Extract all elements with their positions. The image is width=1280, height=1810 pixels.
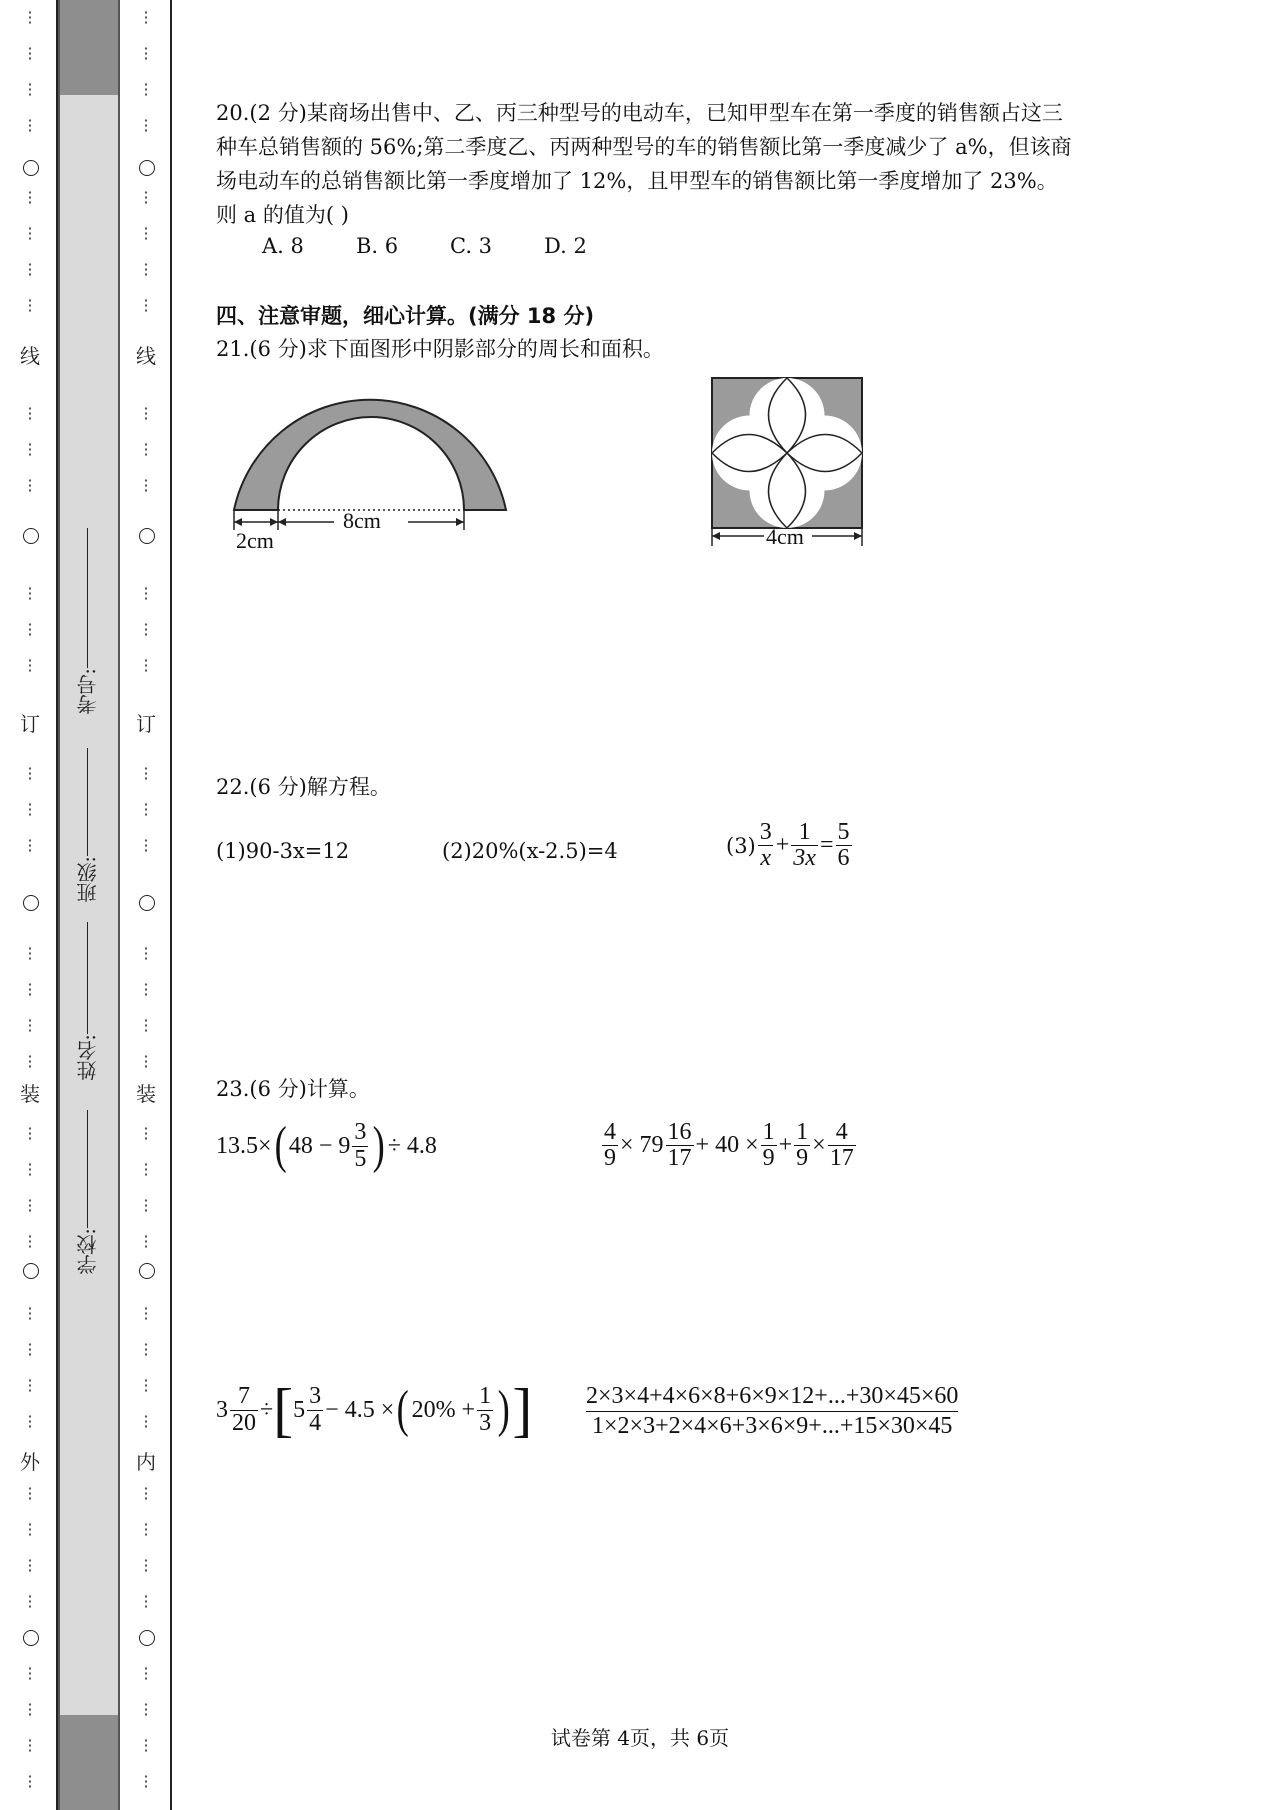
margin-dot-inner: ⋮	[138, 260, 154, 278]
margin-dot-inner: ⋮	[138, 800, 154, 818]
margin-dot-outer: ⋮	[22, 1052, 38, 1070]
expr2-f4-num: 1	[796, 1119, 809, 1145]
field-exam-number-line[interactable]	[87, 528, 88, 668]
margin-dot-outer: ⋮	[22, 404, 38, 422]
margin-circle	[23, 1630, 39, 1646]
margin-dot-outer: ⋮	[22, 1124, 38, 1142]
margin-dot-outer: ⋮	[22, 584, 38, 602]
equation-3: (3) $\frac{3}{x}$ + $\frac{1}{3x}$ = $\frac{5}{6}$	[726, 819, 850, 872]
field-exam-number-label: 考号:	[75, 668, 100, 715]
margin-dot-outer: ⋮	[22, 1592, 38, 1610]
margin-dot-inner: ⋮	[138, 476, 154, 494]
margin-dot-inner: ⋮	[138, 584, 154, 602]
margin-dot-outer: ⋮	[22, 1772, 38, 1790]
margin-char-bind-inner: 装	[136, 1082, 156, 1106]
margin-dot-outer: ⋮	[22, 620, 38, 638]
expr2-f3-num: 1	[762, 1119, 775, 1145]
expr2-f4-den: 9	[796, 1145, 809, 1172]
margin-dot-outer: ⋮	[22, 1340, 38, 1358]
expr2-mid4: ×	[812, 1132, 826, 1159]
expression-1: 13.5× ( 48 − 9 $\frac{3}{5}$ ) ÷ 4.8	[216, 1117, 437, 1174]
margin-gray-strip	[58, 95, 120, 1715]
margin-dot-outer: ⋮	[22, 296, 38, 314]
expr2-mid2: + 40 ×	[695, 1132, 759, 1159]
expr2-f2-num: 16	[667, 1119, 692, 1145]
margin-char-inner: 内	[136, 1450, 156, 1474]
expr3-whole2: 5	[293, 1396, 306, 1423]
half-ring-width-label: 2cm	[236, 528, 274, 553]
margin-char-outer: 外	[20, 1450, 40, 1474]
field-school-line[interactable]	[87, 1110, 88, 1228]
field-class	[72, 748, 102, 903]
margin-dot-inner: ⋮	[138, 80, 154, 98]
expr3-pct: 20% +	[411, 1396, 476, 1423]
margin-dot-outer: ⋮	[22, 188, 38, 206]
expr4-denominator: 1×2×3+2×4×6+3×6×9+...+15×30×45	[586, 1411, 958, 1439]
question-20-text: 20.(2 分)某商场出售中、乙、丙三种型号的电动车，已知甲型车在第一季度的销售额占这三种车总销售额的 56%;第二季度乙、丙两种型号的车的销售额比第一季度减少了 a%，但该商场电动车的总销售额比第一季度增加了 12%，且甲型车的销售额比第一季度增加了 23%。则 a 的值为( )	[216, 101, 1072, 227]
margin-dot-inner: ⋮	[138, 1700, 154, 1718]
field-name-label: 姓名:	[75, 1034, 100, 1081]
margin-dot-outer: ⋮	[22, 1232, 38, 1250]
expr2-f2-den: 17	[667, 1145, 692, 1172]
margin-dot-outer: ⋮	[22, 1520, 38, 1538]
margin-dot-outer: ⋮	[22, 1016, 38, 1034]
field-name-line[interactable]	[87, 922, 88, 1034]
field-class-label: 班级:	[75, 856, 100, 903]
option-d[interactable]: D. 2	[544, 234, 587, 258]
question-21-text: 21.(6 分)求下面图形中阴影部分的周长和面积。	[216, 337, 664, 361]
expr2-f1-num: 4	[604, 1119, 616, 1145]
margin-circle	[23, 528, 39, 544]
margin-dot-outer: ⋮	[22, 944, 38, 962]
margin-dot-outer: ⋮	[22, 8, 38, 26]
expr2-f1-den: 9	[604, 1145, 616, 1172]
page-footer: 试卷第 4页，共 6页	[550, 1726, 730, 1750]
margin-dot-inner: ⋮	[138, 44, 154, 62]
field-school-label: 学校:	[75, 1228, 100, 1275]
margin-dot-inner: ⋮	[138, 1016, 154, 1034]
margin-circle	[139, 1630, 155, 1646]
margin-dot-outer: ⋮	[22, 1556, 38, 1574]
margin-dot-inner: ⋮	[138, 296, 154, 314]
question-22-text: 22.(6 分)解方程。	[216, 775, 391, 799]
margin-dot-outer: ⋮	[22, 836, 38, 854]
margin-dot-inner: ⋮	[138, 224, 154, 242]
option-a[interactable]: A. 8	[262, 234, 304, 258]
expr1-lead: 13.5×	[216, 1132, 272, 1159]
margin-dot-inner: ⋮	[138, 404, 154, 422]
margin-dot-inner: ⋮	[138, 764, 154, 782]
margin-dot-inner: ⋮	[138, 1592, 154, 1610]
margin-dot-outer: ⋮	[22, 1376, 38, 1394]
expression-2	[600, 1120, 858, 1171]
margin-dot-inner: ⋮	[138, 836, 154, 854]
eq3-frac-b-den: 3x	[793, 845, 816, 872]
option-c[interactable]: C. 3	[450, 234, 493, 258]
expr1-frac-num: 3	[354, 1119, 367, 1146]
margin-dot-inner: ⋮	[138, 1304, 154, 1322]
expr2-mid1: × 79	[620, 1132, 664, 1159]
margin-dot-inner: ⋮	[138, 1124, 154, 1142]
margin-circle	[139, 895, 155, 911]
expr4-numerator: 2×3×4+4×6×8+6×9×12+...+30×45×60	[586, 1383, 959, 1409]
margin-dot-inner: ⋮	[138, 980, 154, 998]
margin-dot-inner: ⋮	[138, 1340, 154, 1358]
margin-dot-outer: ⋮	[22, 1664, 38, 1682]
eq3-frac-a-num: 3	[759, 819, 772, 845]
margin-char-line: 线	[20, 344, 40, 368]
margin-dot-inner: ⋮	[138, 656, 154, 674]
margin-circle	[23, 1263, 39, 1279]
margin-dot-outer: ⋮	[22, 1736, 38, 1754]
margin-dot-inner: ⋮	[138, 1520, 154, 1538]
margin-dot-outer: ⋮	[22, 44, 38, 62]
expr3-f3-den: 3	[479, 1409, 492, 1436]
expr3-div: ÷	[260, 1396, 274, 1423]
eq3-frac-a-den: x	[760, 845, 772, 872]
expr3-f1-den: 20	[232, 1409, 256, 1436]
margin-dot-outer: ⋮	[22, 764, 38, 782]
margin-dot-inner: ⋮	[138, 620, 154, 638]
margin-dot-inner: ⋮	[138, 1052, 154, 1070]
margin-circle	[139, 160, 155, 176]
margin-dot-inner: ⋮	[138, 1556, 154, 1574]
section-4-title: 四、注意审题，细心计算。(满分 18 分)	[216, 304, 595, 328]
equation-1: (1)90-3x=12	[216, 839, 350, 863]
margin-dot-outer: ⋮	[22, 116, 38, 134]
expr1-tail: ÷ 4.8	[387, 1132, 437, 1159]
expr2-f5-den: 17	[829, 1145, 854, 1172]
margin-dot-inner: ⋮	[138, 1664, 154, 1682]
eq3-frac-b-num: 1	[798, 819, 811, 845]
half-ring-inner-label: 8cm	[343, 508, 381, 533]
margin-dot-outer: ⋮	[22, 80, 38, 98]
margin-dot-inner: ⋮	[138, 188, 154, 206]
eq3-frac-c-den: 6	[837, 845, 850, 872]
margin-dot-outer: ⋮	[22, 1412, 38, 1430]
field-class-line[interactable]	[87, 748, 88, 856]
margin-dot-outer: ⋮	[22, 1160, 38, 1178]
margin-dot-outer: ⋮	[22, 1304, 38, 1322]
expression-4	[578, 1384, 966, 1439]
expr3-whole: 3	[216, 1396, 228, 1423]
question-23-text: 23.(6 分)计算。	[216, 1077, 370, 1101]
margin-dot-outer: ⋮	[22, 440, 38, 458]
equation-2: (2)20%(x-2.5)=4	[442, 839, 618, 863]
margin-line-right	[170, 0, 172, 1810]
expr3-f3-num: 1	[479, 1383, 492, 1410]
expr3-f2-num: 3	[309, 1383, 322, 1410]
margin-dot-inner: ⋮	[138, 1196, 154, 1214]
margin-dot-outer: ⋮	[22, 800, 38, 818]
margin-dot-outer: ⋮	[22, 260, 38, 278]
margin-dot-outer: ⋮	[22, 1484, 38, 1502]
expr1-frac-den: 5	[354, 1145, 367, 1172]
margin-dot-inner: ⋮	[138, 944, 154, 962]
margin-dot-inner: ⋮	[138, 1772, 154, 1790]
margin-dot-inner: ⋮	[138, 1160, 154, 1178]
margin-dot-outer: ⋮	[22, 1700, 38, 1718]
expression-3: 3 $\frac{7}{20}$ ÷ [ 5 $\frac{3}{4}$ − 4.5 × ( 20% + $\frac{1}{3}$ ) ]	[216, 1377, 533, 1443]
margin-dot-outer: ⋮	[22, 1196, 38, 1214]
field-school	[72, 1110, 102, 1275]
margin-circle	[23, 895, 39, 911]
margin-dot-inner: ⋮	[138, 116, 154, 134]
square-side-label: 4cm	[766, 524, 804, 549]
margin-dark-block-top	[58, 0, 120, 95]
expr3-f2-den: 4	[309, 1409, 322, 1436]
margin-char-staple-inner: 订	[136, 712, 156, 736]
margin-dot-inner: ⋮	[138, 1376, 154, 1394]
margin-circle	[23, 160, 39, 176]
expr2-mid3: +	[778, 1132, 793, 1159]
eq3-frac-c-num: 5	[837, 819, 850, 845]
margin-char-line-inner: 线	[136, 344, 156, 368]
margin-circle	[139, 1263, 155, 1279]
margin-dot-inner: ⋮	[138, 8, 154, 26]
field-exam-number	[72, 528, 102, 715]
margin-dot-inner: ⋮	[138, 440, 154, 458]
margin-dot-inner: ⋮	[138, 1736, 154, 1754]
margin-circle	[139, 528, 155, 544]
equation-3-prefix: (3)	[726, 833, 756, 858]
expr2-f3-den: 9	[762, 1145, 775, 1172]
field-name	[72, 922, 102, 1081]
margin-dot-inner: ⋮	[138, 1232, 154, 1250]
margin-dot-outer: ⋮	[22, 476, 38, 494]
expr1-inner: 48 − 9	[288, 1132, 351, 1159]
margin-char-bind: 装	[20, 1082, 40, 1106]
margin-dot-outer: ⋮	[22, 980, 38, 998]
margin-dot-inner: ⋮	[138, 1484, 154, 1502]
margin-dot-outer: ⋮	[22, 224, 38, 242]
expr3-f1-num: 7	[238, 1383, 250, 1410]
margin-dot-inner: ⋮	[138, 1412, 154, 1430]
margin-char-staple: 订	[20, 712, 40, 736]
option-b[interactable]: B. 6	[356, 234, 399, 258]
margin-dot-outer: ⋮	[22, 656, 38, 674]
expr2-f5-num: 4	[835, 1119, 848, 1145]
expr3-mid: − 4.5 ×	[325, 1396, 395, 1423]
